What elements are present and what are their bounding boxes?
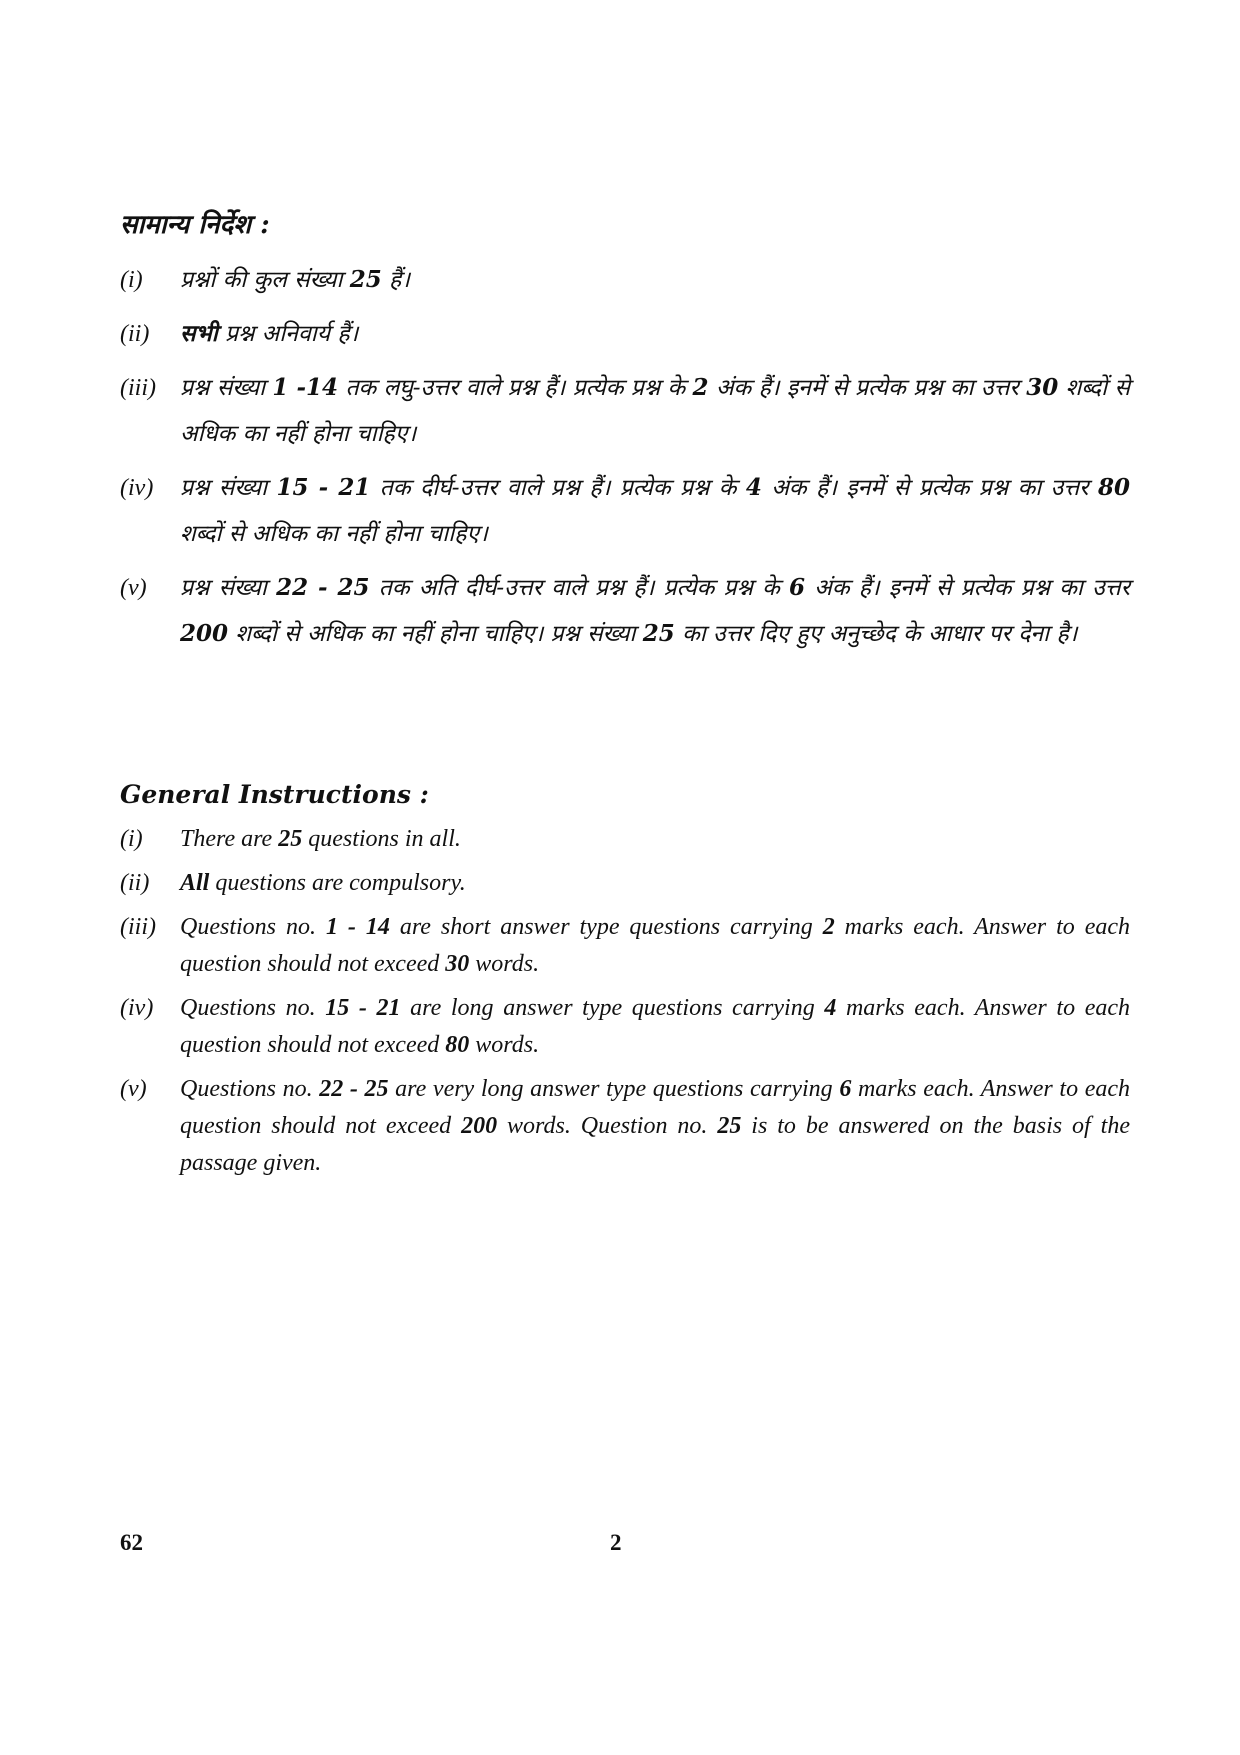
bold-number: 80 [1097, 474, 1130, 501]
bold-number: 1 - 14 [325, 914, 390, 940]
item-text [180, 311, 1130, 357]
hindi-heading: सामान्य निर्देश : [120, 210, 270, 240]
text-part: प्रश्नों की कुल संख्या [180, 267, 350, 293]
item-text [180, 565, 1130, 657]
text-part: are long answer type questions carrying [400, 995, 825, 1021]
text-part: हैं। [381, 267, 410, 293]
page-number: 2 [610, 1530, 622, 1555]
text-part: प्रश्न संख्या [180, 575, 277, 601]
bold-number: 6 [789, 574, 806, 601]
text-part: अंक हैं। इनमें से प्रत्येक प्रश्न का उत्तर [805, 575, 1130, 601]
english-instruction-1 [120, 821, 1130, 858]
text-part: अंक हैं। इनमें से प्रत्येक प्रश्न का उत्तर [708, 375, 1027, 401]
item-text [180, 990, 1130, 1064]
text-part: तक लघु-उत्तर वाले प्रश्न हैं। प्रत्येक प्रश्न के [338, 375, 693, 401]
item-number: (iv) [120, 475, 154, 501]
item-text [180, 257, 1130, 303]
text-part: शब्दों से अधिक का नहीं होना चाहिए। [180, 375, 1130, 447]
item-number: (v) [120, 575, 147, 601]
text-part: are short answer type questions carrying [389, 914, 823, 940]
english-instruction-2 [120, 865, 1130, 902]
text-part: are very long answer type questions carrying [388, 1076, 840, 1102]
item-text [180, 1071, 1130, 1182]
hindi-instructions [120, 205, 1130, 665]
english-instruction-4 [120, 990, 1130, 1064]
text-part: अंक हैं। इनमें से प्रत्येक प्रश्न का उत्तर [761, 475, 1098, 501]
text-part: words. [469, 1032, 540, 1058]
text-part: questions are compulsory. [209, 870, 466, 896]
text-part: Questions no. [180, 1076, 320, 1102]
text-part: marks each. Answer to each question should not exceed [180, 995, 1131, 1058]
english-instruction-5 [120, 1071, 1130, 1182]
bold-number: 25 [349, 266, 382, 293]
text-part: questions in all. [302, 826, 461, 852]
item-number: (iv) [120, 995, 154, 1021]
text-part: प्रश्न अनिवार्य हैं। [217, 321, 359, 347]
text-part: There are [180, 826, 279, 852]
bold-number: 30 [1026, 374, 1059, 401]
item-text [180, 465, 1130, 557]
bold-word: सभी [180, 320, 218, 347]
bold-number: 2 [822, 914, 835, 940]
bold-number: 6 [839, 1076, 852, 1102]
text-part: प्रश्न संख्या [180, 375, 273, 401]
text-part: शब्दों से अधिक का नहीं होना चाहिए। [180, 521, 488, 547]
text-part: प्रश्न संख्या [180, 475, 277, 501]
bold-number: 25 [278, 826, 303, 852]
text-part: Questions no. [180, 995, 326, 1021]
text-part: is to be answered on the basis of the passage given. [180, 1113, 1130, 1176]
bold-number: 4 [745, 474, 762, 501]
bold-number: 25 [642, 620, 675, 647]
bold-number: 22 - 25 [319, 1076, 389, 1102]
english-instruction-3 [120, 909, 1130, 983]
item-number: (i) [120, 267, 143, 293]
text-part: तक दीर्घ-उत्तर वाले प्रश्न हैं। प्रत्येक प्रश्न के [370, 475, 746, 501]
hindi-instruction-1 [120, 257, 1130, 303]
english-instructions [120, 780, 1130, 1189]
hindi-instruction-3 [120, 365, 1130, 457]
bold-word: All [180, 870, 210, 896]
item-text [180, 821, 1130, 858]
english-heading: General Instructions : [120, 780, 429, 809]
text-part: marks each. Answer to each question should not exceed [180, 1076, 1131, 1139]
item-number: (i) [120, 826, 143, 852]
bold-number: 15 - 21 [276, 474, 371, 501]
text-part: का उत्तर दिए हुए अनुच्छेद के आधार पर देना है। [674, 621, 1078, 647]
text-part: marks each. Answer to each question should not exceed [180, 914, 1131, 977]
bold-number: 22 - 25 [276, 574, 370, 601]
bold-number: 25 [717, 1113, 742, 1139]
bold-number: 15 - 21 [325, 995, 401, 1021]
text-part: Questions no. [180, 914, 326, 940]
hindi-instruction-4 [120, 465, 1130, 557]
text-part: तक अति दीर्घ-उत्तर वाले प्रश्न हैं। प्रत्येक प्रश्न के [369, 575, 790, 601]
item-number: (ii) [120, 321, 150, 347]
item-text [180, 365, 1130, 457]
bold-number: 2 [692, 374, 709, 401]
hindi-instruction-5 [120, 565, 1130, 657]
item-text [180, 909, 1130, 983]
hindi-instruction-2 [120, 311, 1130, 357]
item-number: (iii) [120, 914, 156, 940]
bold-number: 200 [461, 1113, 498, 1139]
bold-number: 4 [824, 995, 837, 1021]
paper-code: 62 [120, 1530, 143, 1555]
text-part: शब्दों से अधिक का नहीं होना चाहिए। प्रश्न संख्या [228, 621, 643, 647]
text-part: words. [469, 951, 540, 977]
item-number: (ii) [120, 870, 150, 896]
item-number: (v) [120, 1076, 147, 1102]
item-number: (iii) [120, 375, 156, 401]
bold-number: 200 [180, 620, 229, 647]
bold-number: 80 [445, 1032, 470, 1058]
text-part: words. Question no. [497, 1113, 718, 1139]
bold-number: 1 -14 [272, 374, 339, 401]
item-text [180, 865, 1130, 902]
bold-number: 30 [445, 951, 470, 977]
